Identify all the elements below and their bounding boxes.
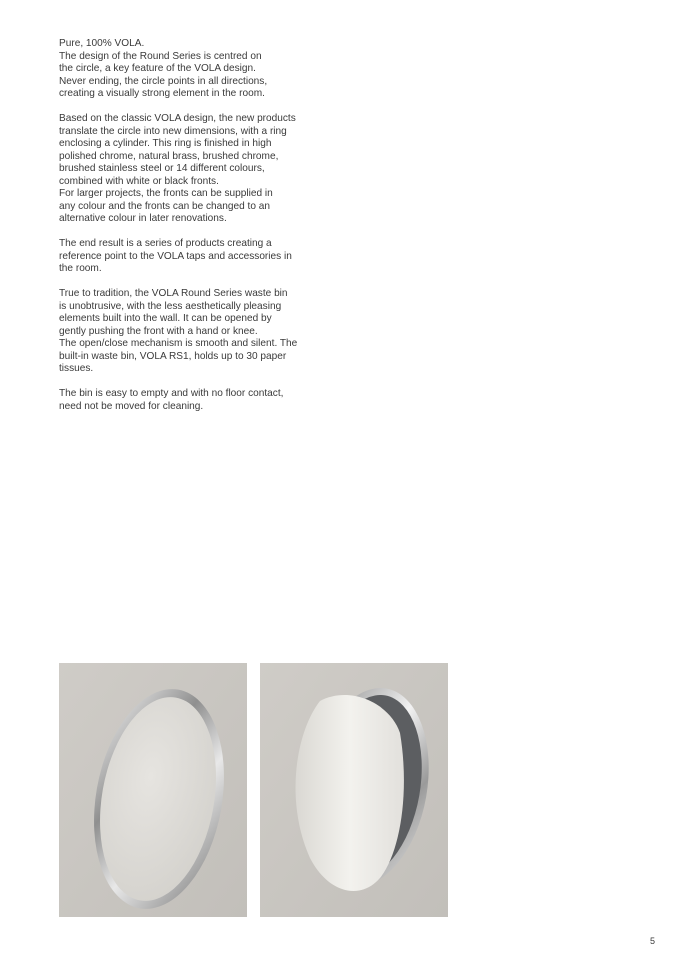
- text-line: Pure, 100% VOLA.: [59, 38, 145, 49]
- photo-waste-bin-open: [260, 663, 448, 917]
- text-line: alternative colour in later renovations.: [59, 213, 227, 224]
- paragraph-result: [59, 238, 321, 276]
- text-line: The design of the Round Series is centred on: [59, 50, 262, 62]
- text-line: For larger projects, the fronts can be supplied in: [59, 188, 273, 199]
- text-line: brushed stainless steel or 14 different colours,: [59, 163, 265, 174]
- text-line: Never ending, the circle points in all directions,: [59, 75, 268, 87]
- page-number: 5: [650, 936, 656, 946]
- text-line: Based on the classic VOLA design, the new products: [59, 113, 296, 124]
- text-line: enclosing a cylinder. This ring is finished in high: [59, 138, 272, 149]
- paragraph-cleaning: [59, 388, 321, 413]
- text-line: is unobtrusive, with the less aesthetically pleasing: [59, 300, 282, 312]
- text-line: True to tradition, the VOLA Round Series waste bin: [59, 288, 288, 299]
- text-line: reference point to the VOLA taps and accessories in: [59, 250, 292, 262]
- paragraph-waste-bin: [59, 288, 321, 376]
- body-text: [59, 38, 321, 426]
- text-line: any colour and the fronts can be changed to an: [59, 200, 270, 212]
- text-line: combined with white or black fronts.: [59, 175, 219, 187]
- text-line: need not be moved for cleaning.: [59, 400, 204, 412]
- text-line: polished chrome, natural brass, brushed chrome,: [59, 150, 279, 162]
- photo-waste-bin-closed: [59, 663, 247, 917]
- text-line: the circle, a key feature of the VOLA design.: [59, 63, 256, 74]
- text-line: gently pushing the front with a hand or knee.: [59, 325, 258, 337]
- text-line: The open/close mechanism is smooth and silent. The: [59, 338, 298, 349]
- text-line: The end result is a series of products creating a: [59, 238, 272, 249]
- waste-bin-closed-illustration: [59, 663, 247, 917]
- text-line: translate the circle into new dimensions, with a ring: [59, 125, 287, 137]
- paragraph-intro: [59, 38, 321, 101]
- waste-bin-open-illustration: [260, 663, 448, 917]
- text-line: the room.: [59, 263, 102, 274]
- paragraph-design: [59, 113, 321, 226]
- text-line: built-in waste bin, VOLA RS1, holds up to 30 paper: [59, 350, 287, 362]
- text-line: elements built into the wall. It can be opened by: [59, 313, 272, 324]
- text-line: tissues.: [59, 363, 94, 374]
- text-line: creating a visually strong element in the room.: [59, 88, 265, 99]
- text-line: The bin is easy to empty and with no floor contact,: [59, 388, 284, 399]
